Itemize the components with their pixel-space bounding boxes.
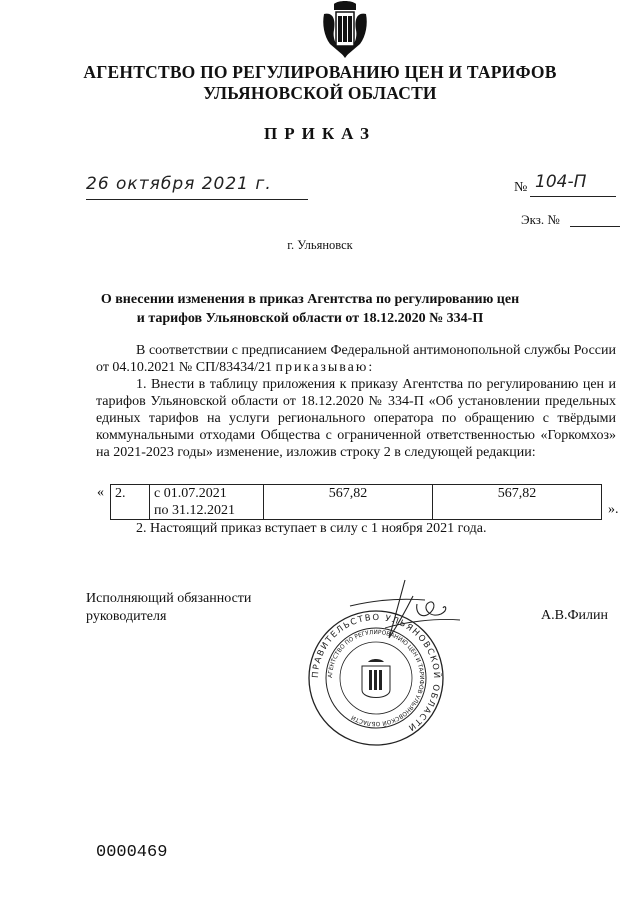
tariff-value-cell-2: 567,82 — [433, 485, 602, 520]
signatory-role-line1: Исполняющий обязанности — [86, 591, 252, 606]
period-start: с 01.07.2021 — [154, 486, 227, 501]
period-end: по 31.12.2021 — [154, 503, 235, 518]
order-subject-line1: О внесении изменения в приказ Агентства по регулированию цен — [100, 292, 520, 307]
handwritten-signature — [345, 578, 465, 648]
preamble-text: В соответствии с предписанием Федеральной антимонопольной службы России от 04.10.2021 № СП/83434/21 — [96, 343, 616, 375]
svg-text:ПРАВИТЕЛЬСТВО УЛЬЯНОВСКОЙ ОБЛА: ПРАВИТЕЛЬСТВО УЛЬЯНОВСКОЙ ОБЛАСТИ — [310, 612, 442, 734]
document-type-title: ПРИКАЗ — [264, 124, 376, 143]
tariff-value-cell-1: 567,82 — [264, 485, 433, 520]
document-serial-number: 0000469 — [96, 843, 168, 862]
city: г. Ульяновск — [287, 238, 353, 252]
agency-name-line1: АГЕНТСТВО ПО РЕГУЛИРОВАНИЮ ЦЕН И ТАРИФОВ — [83, 62, 557, 82]
copy-number-label: Экз. № — [521, 212, 560, 227]
agency-name-line2: УЛЬЯНОВСКОЙ ОБЛАСТИ — [203, 83, 437, 103]
clause-2-paragraph: 2. Настоящий приказ вступает в силу с 1 ноября 2021 года. — [136, 521, 487, 536]
signatory-role — [86, 590, 251, 626]
handwritten-date: 26 октября 2021 г. — [86, 174, 272, 194]
signatory-name: А.В.Филин — [541, 608, 608, 623]
signatory-role-line2: руководителя — [86, 609, 167, 624]
agency-name — [0, 62, 640, 104]
table-quote-open: « — [97, 485, 104, 500]
order-subject-line2: и тарифов Ульяновской области от 18.12.2020 № 334-П — [136, 311, 484, 326]
handwritten-order-number: 104-П — [535, 172, 587, 192]
row-number-cell: 2. — [111, 485, 150, 520]
amendment-table — [110, 484, 602, 520]
clause-1-paragraph: 1. Внести в таблицу приложения к приказу Агентства по регулированию цен и тарифов Ульяновской области от 18.12.2020 № 334-П «Об установлении предельных единых тарифов на услуги регионального оператора по обращению с твёрдыми коммунальными отходами Общества с ограниченной ответственностью «Горкомхоз» на 2021-2023 годы» изменение, изложив строку 2 в следующей редакции: — [96, 377, 616, 460]
period-cell — [150, 485, 264, 520]
coat-of-arms-emblem — [322, 0, 368, 60]
order-number-label: № — [514, 180, 528, 195]
copy-number-underline — [570, 226, 620, 227]
svg-text:АГЕНТСТВО ПО РЕГУЛИРОВАНИЮ ЦЕН: АГЕНТСТВО ПО РЕГУЛИРОВАНИЮ ЦЕН И ТАРИФОВ УЛЬЯНОВСКОЙ ОБЛАСТИ — [327, 629, 425, 727]
order-subject — [100, 290, 520, 328]
preamble-colon: : — [368, 360, 373, 375]
table-row — [111, 485, 602, 520]
table-quote-close: ». — [608, 502, 619, 517]
preamble-paragraph — [96, 342, 616, 376]
order-verb: приказываю — [275, 360, 369, 375]
